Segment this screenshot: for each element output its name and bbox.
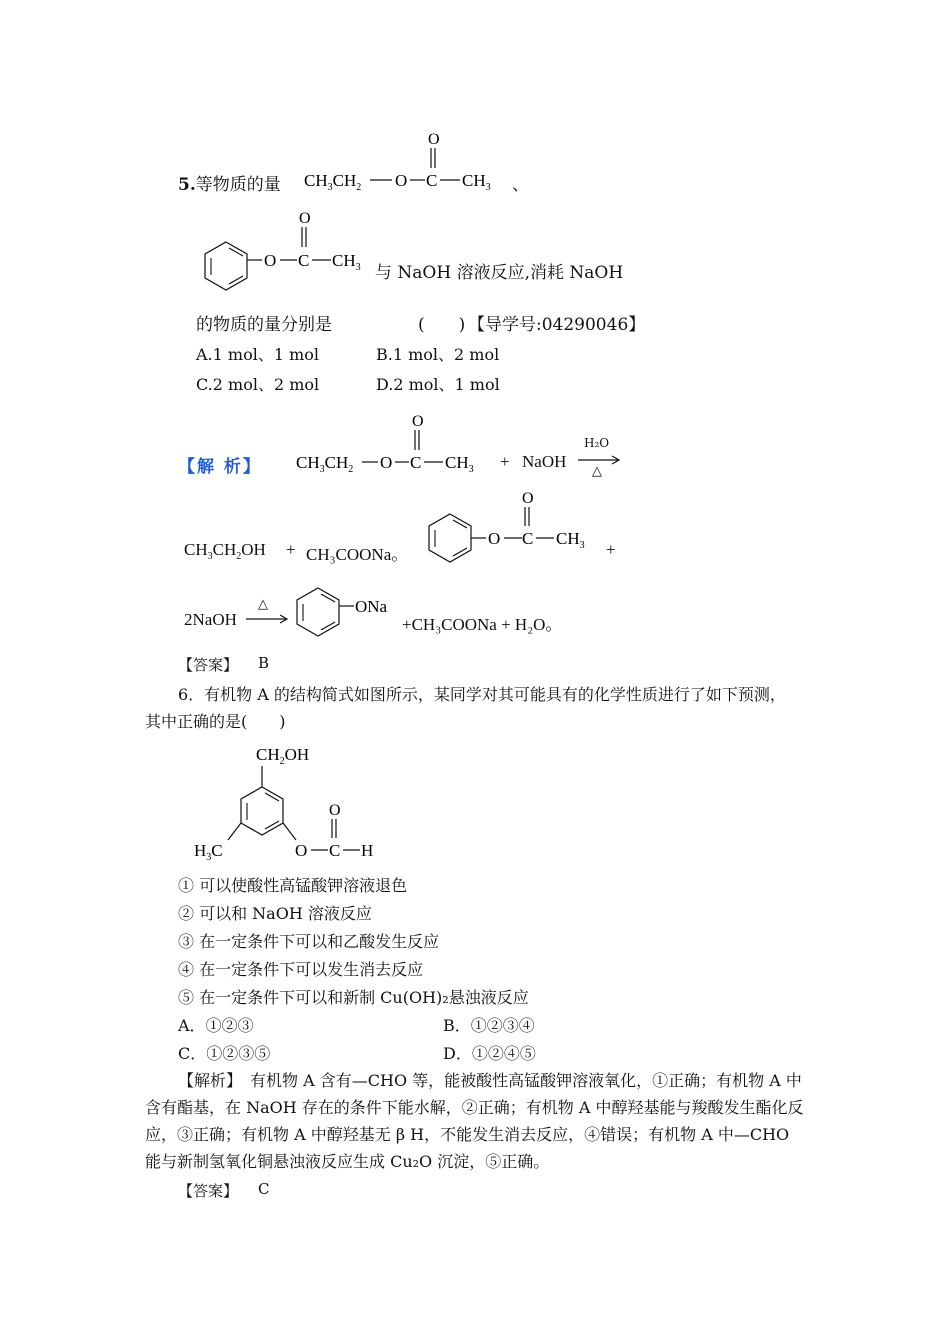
- svg-text:CH3CH2: $CH_3CH_2$: [296, 453, 354, 475]
- answer-label: 【答案】: [178, 1182, 239, 1200]
- statement-5: ⑤ 在一定条件下可以和新制 Cu(OH)₂悬浊液反应: [178, 988, 529, 1007]
- ethyl-acetate-formula: [300, 128, 530, 198]
- option-c: C．①②③⑤: [178, 1044, 271, 1063]
- answer-value: C: [258, 1180, 270, 1198]
- phenyl-acetate-formula-2: [422, 486, 602, 586]
- svg-text:C: C: [522, 529, 534, 548]
- svg-text:C: C: [298, 251, 310, 270]
- question-6-stem-line2: 其中正确的是( ): [145, 712, 286, 731]
- svg-text:O: O: [295, 841, 308, 860]
- option-d: D．①②④⑤: [443, 1044, 536, 1063]
- option-d: D.2 mol、1 mol: [376, 375, 500, 394]
- question-number: 5.: [178, 175, 196, 195]
- statement-3: ③ 在一定条件下可以和乙酸发生反应: [178, 932, 440, 951]
- svg-text:O: O: [412, 413, 424, 430]
- products-rest: +CH₃COONa + H₂O。: [402, 615, 563, 634]
- svg-text:C: C: [426, 171, 438, 190]
- option-b: B.1 mol、2 mol: [376, 345, 500, 364]
- svg-text:CH3CH2: $CH_3CH_2$: [304, 171, 362, 193]
- naoh-label: NaOH: [522, 452, 567, 471]
- plus-sign: +: [500, 452, 510, 471]
- svg-text:O: O: [488, 529, 501, 548]
- stem-text-c: 的物质的量分别是: [196, 315, 332, 335]
- question-5-stem: [178, 170, 281, 195]
- svg-text:C: C: [329, 841, 341, 860]
- statement-1: ① 可以使酸性高锰酸钾溶液退色: [178, 876, 408, 895]
- phenyl-acetate-formula: [196, 205, 376, 305]
- svg-text:CH3: $CH_3$: [332, 251, 361, 273]
- svg-text:C: C: [410, 453, 422, 472]
- guide-number: 【导学号:04290046】: [468, 315, 646, 335]
- plus-sign-2: +: [606, 540, 616, 559]
- svg-text:O: O: [299, 210, 311, 227]
- svg-text:CH3: $CH_3$: [445, 453, 474, 475]
- svg-text:H: H: [361, 841, 374, 860]
- statement-4: ④ 在一定条件下可以发生消去反应: [178, 960, 424, 979]
- condition-heat-2: △: [258, 597, 268, 612]
- naoh-reagent: 2NaOH: [184, 610, 237, 629]
- condition-heat: △: [592, 464, 602, 479]
- plus-sign: +: [286, 540, 296, 559]
- sodium-acetate: CH₃COONa。: [306, 545, 409, 564]
- svg-text:O: O: [380, 453, 393, 472]
- answer-paren: ( ): [418, 315, 466, 335]
- svg-text:O: O: [428, 131, 440, 148]
- question-6-stem-line1: 6．有机物 A 的结构简式如图所示，某同学对其可能具有的化学性质进行了如下预测，: [178, 685, 786, 704]
- option-c: C.2 mol、2 mol: [196, 375, 320, 394]
- svg-text:CH3: $CH_3$: [556, 529, 585, 551]
- statement-2: ② 可以和 NaOH 溶液反应: [178, 904, 372, 923]
- answer-value: B: [258, 654, 270, 672]
- separator: 、: [512, 175, 529, 195]
- analysis-paragraph: [145, 1067, 810, 1175]
- svg-text:O: O: [329, 802, 341, 819]
- compound-a-structure: [190, 740, 390, 870]
- option-a: A．①②③: [178, 1016, 254, 1035]
- svg-text:O: O: [264, 251, 277, 270]
- condition-water: H₂O: [584, 436, 610, 450]
- svg-text:ONa: ONa: [355, 597, 388, 616]
- stem-text: 等物质的量: [195, 175, 281, 195]
- svg-text:CH3: $CH_3$: [462, 171, 491, 193]
- option-a: A.1 mol、1 mol: [196, 345, 320, 364]
- svg-text:CH2OH: $CH_2OH$: [256, 745, 310, 767]
- svg-text:H3C: $H_3C$: [194, 841, 223, 863]
- svg-text:O: O: [522, 490, 534, 507]
- analysis-label: 【解析】: [178, 1071, 235, 1090]
- option-b: B．①②③④: [443, 1016, 535, 1035]
- analysis-text: 有机物 A 含有—CHO 等，能被酸性高锰酸钾溶液氧化，①正确；有机物 A 中含有酯基，在 NaOH 存在的条件下能水解，②正确；有机物 A 中醇羟基能与羧酸发生酯化反应，③正确；有机物 A 中醇羟基无 β H，不能发生消去反应，④错误；有机物 A 中—CHO 能与新制氢氧化铜悬浊液反应生成 Cu₂O 沉淀，⑤正确。: [145, 1071, 804, 1171]
- answer-label: 【答案】: [178, 656, 239, 674]
- svg-text:O: O: [395, 171, 408, 190]
- reaction-arrow-2: [246, 614, 292, 624]
- ethyl-acetate-formula-2: [292, 410, 512, 480]
- stem-text-b: 与 NaOH 溶液反应,消耗 NaOH: [375, 263, 624, 283]
- analysis-label: 【解 析】: [178, 457, 262, 477]
- ethanol-formula: $CH_3CH_2OH$: [184, 540, 266, 562]
- sodium-phenoxide-formula: [290, 582, 400, 662]
